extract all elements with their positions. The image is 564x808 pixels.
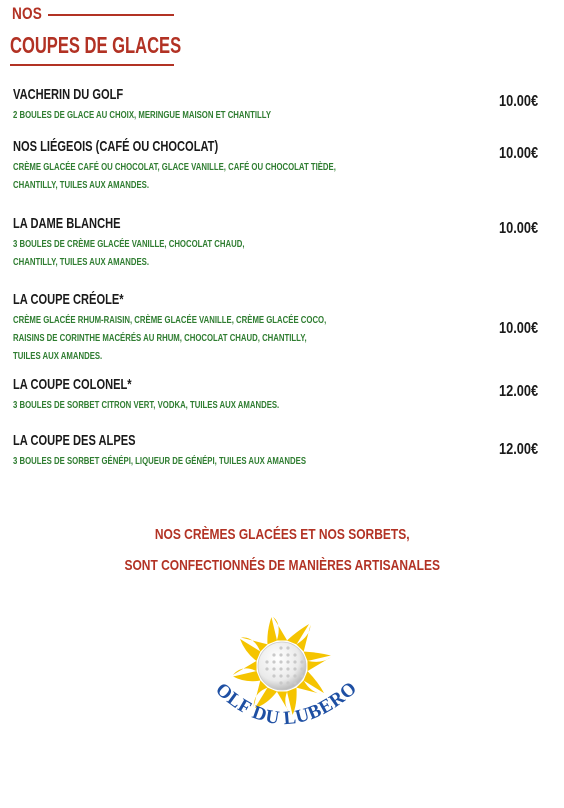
item-name: LA DAME BLANCHE — [13, 215, 121, 232]
ball-dimple — [265, 667, 268, 670]
ball-dimple — [265, 660, 268, 663]
menu-item — [13, 215, 553, 271]
header-small-title: NOS — [12, 4, 42, 23]
item-description: 3 BOULES DE SORBET GÉNÉPI, LIQUEUR DE GÉNÉPI, TUILES AUX AMANDES — [13, 455, 307, 467]
item-name: LA COUPE DES ALPES — [13, 432, 136, 449]
item-name: VACHERIN DU GOLF — [13, 86, 124, 103]
ball-dimple — [293, 653, 296, 656]
golf-du-luberon-logo — [200, 610, 370, 750]
ball-dimple — [279, 660, 282, 663]
sun-ray — [267, 617, 277, 644]
sun-ray — [233, 671, 260, 681]
item-price: 10.00€ — [499, 93, 539, 110]
ball-dimple — [272, 653, 275, 656]
ball-dimple — [293, 674, 296, 677]
menu-item — [13, 291, 553, 365]
ball-dimple — [279, 674, 282, 677]
ball-dimple — [272, 667, 275, 670]
ball-dimple — [286, 681, 289, 684]
ball-dimple — [293, 660, 296, 663]
page-title: COUPES DE GLACES — [10, 32, 182, 58]
ball-dimple — [300, 674, 303, 677]
item-description: 2 BOULES DE GLACE AU CHOIX, MERINGUE MAISON ET CHANTILLY — [13, 109, 272, 121]
item-price: 12.00€ — [499, 441, 539, 458]
item-name: LA COUPE COLONEL* — [13, 376, 132, 393]
sun-golf-ball-icon — [200, 610, 370, 750]
ball-dimple — [286, 674, 289, 677]
ball-dimple — [286, 646, 289, 649]
menu-item — [13, 376, 553, 414]
ball-dimple — [286, 653, 289, 656]
item-name: NOS LIÉGEOIS (CAFÉ OU CHOCOLAT) — [13, 138, 219, 155]
ball-dimple — [279, 681, 282, 684]
header-divider-top — [48, 14, 174, 16]
ball-dimple — [279, 667, 282, 670]
item-description: 3 BOULES DE SORBET CITRON VERT, VODKA, TUILES AUX AMANDES. — [13, 399, 280, 411]
ball-dimple — [300, 667, 303, 670]
menu-item — [13, 86, 553, 124]
ball-dimple — [279, 646, 282, 649]
ball-dimple — [300, 660, 303, 663]
ball-dimple — [279, 653, 282, 656]
ball-dimple — [293, 667, 296, 670]
item-price: 12.00€ — [499, 383, 539, 400]
ball-dimple — [286, 667, 289, 670]
logo-text: OLF DU LUBERO — [211, 677, 362, 730]
item-description: 3 BOULES DE CRÈME GLACÉE VANILLE, CHOCOLAT CHAUD, CHANTILLY, TUILES AUX AMANDES. — [13, 238, 245, 268]
ball-dimple — [293, 681, 296, 684]
menu-item — [13, 138, 553, 194]
ball-dimple — [272, 674, 275, 677]
header-divider-bottom — [10, 64, 174, 66]
item-description: CRÈME GLACÉE RHUM-RAISIN, CRÈME GLACÉE VANILLE, CRÈME GLACÉE COCO, RAISINS DE CORINTHE MACÉRÉS AU RHUM, CHOCOLAT CHAUD, CHANTILLY, TUILES AUX AMANDES. — [13, 314, 327, 362]
item-price: 10.00€ — [499, 320, 539, 337]
notice-line-1: NOS CRÈMES GLACÉES ET NOS SORBETS, — [154, 526, 410, 543]
menu-item — [13, 432, 553, 470]
ball-dimple — [286, 660, 289, 663]
item-description: CRÈME GLACÉE CAFÉ OU CHOCOLAT, GLACE VANILLE, CAFÉ OU CHOCOLAT TIÈDE, CHANTILLY, TUILES AUX AMANDES. — [13, 161, 336, 191]
sun-ray — [304, 651, 331, 661]
item-price: 10.00€ — [499, 145, 539, 162]
ball-dimple — [272, 660, 275, 663]
item-price: 10.00€ — [499, 220, 539, 237]
notice-line-2: SONT CONFECTIONNÉS DE MANIÈRES ARTISANALES — [124, 557, 440, 574]
item-name: LA COUPE CRÉOLE* — [13, 291, 124, 308]
